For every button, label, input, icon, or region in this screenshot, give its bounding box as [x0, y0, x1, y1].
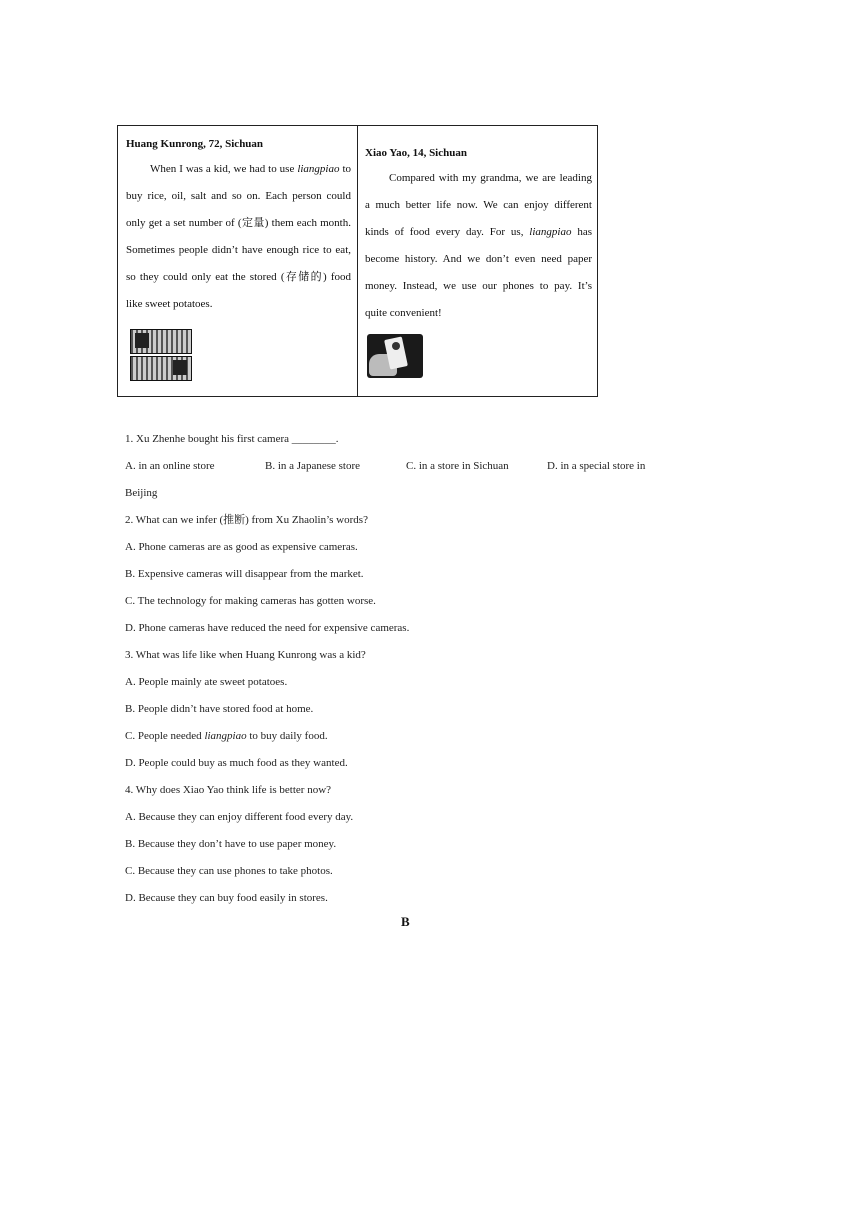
- story-cell-huang: [118, 126, 358, 396]
- option-c: [125, 723, 685, 750]
- text-span: Compared with my grandma, we are leading a much better life now. We can enjoy different kinds of food every day. For us,: [365, 172, 592, 238]
- cell-title: Huang Kunrong, 72, Sichuan: [126, 138, 264, 150]
- option-c: C. in a store in Sichuan: [406, 460, 509, 472]
- option-a: A. in an online store: [125, 460, 215, 472]
- text-span: has become history. And we don’t even need paper money. Instead, we use our phones to pay. It’s quite convenient!: [365, 226, 592, 319]
- option-b: B. People didn’t have stored food at home.: [125, 703, 314, 715]
- italic-term: liangpiao: [204, 730, 247, 742]
- italic-term: liangpiao: [297, 163, 340, 175]
- option-b: B. in a Japanese store: [265, 460, 360, 472]
- ticket-illustration: [130, 329, 192, 354]
- option-b: B. Expensive cameras will disappear from the market.: [125, 568, 364, 580]
- section-heading: B: [401, 914, 410, 929]
- question-stem: 4. Why does Xiao Yao think life is better now?: [125, 784, 332, 796]
- grain-ticket-image: [130, 329, 192, 381]
- option-d: D. Phone cameras have reduced the need for expensive cameras.: [125, 622, 410, 634]
- question-stem: 2. What can we infer (推断) from Xu Zhaolin’s words?: [125, 514, 368, 526]
- question-stem: 1. Xu Zhenhe bought his first camera ________.: [125, 433, 339, 445]
- italic-term: liangpiao: [529, 226, 572, 238]
- ticket-illustration: [130, 356, 192, 381]
- cell-paragraph: [126, 156, 351, 318]
- story-cell-xiao: [358, 126, 597, 396]
- phone-payment-image: [367, 334, 423, 378]
- text-span: C. People needed: [125, 730, 205, 742]
- story-table: [117, 125, 598, 397]
- option-row: [125, 453, 685, 480]
- cell-title: Xiao Yao, 14, Sichuan: [365, 147, 467, 159]
- option-d: D. People could buy as much food as they wanted.: [125, 757, 348, 769]
- option-d: D. in a special store in: [547, 460, 646, 472]
- option-d: D. Because they can buy food easily in stores.: [125, 892, 328, 904]
- question-list: [125, 426, 685, 912]
- option-b: B. Because they don’t have to use paper money.: [125, 838, 337, 850]
- option-a: A. People mainly ate sweet potatoes.: [125, 676, 288, 688]
- text-span: When I was a kid, we had to use: [150, 163, 298, 175]
- cell-paragraph: [365, 165, 592, 327]
- text-span: to buy daily food.: [246, 730, 328, 742]
- option-a: A. Phone cameras are as good as expensive cameras.: [125, 541, 358, 553]
- question-stem: 3. What was life like when Huang Kunrong was a kid?: [125, 649, 366, 661]
- text-span: to buy rice, oil, salt and so on. Each person could only get a set number of (定量) them each month. Sometimes people didn’t have enough rice to eat, so they could only eat the stored (存储的) food like sweet potatoes.: [126, 163, 352, 310]
- option-c: C. Because they can use phones to take photos.: [125, 865, 333, 877]
- option-a: A. Because they can enjoy different food every day.: [125, 811, 354, 823]
- option-c: C. The technology for making cameras has gotten worse.: [125, 595, 376, 607]
- option-continuation: Beijing: [125, 487, 158, 499]
